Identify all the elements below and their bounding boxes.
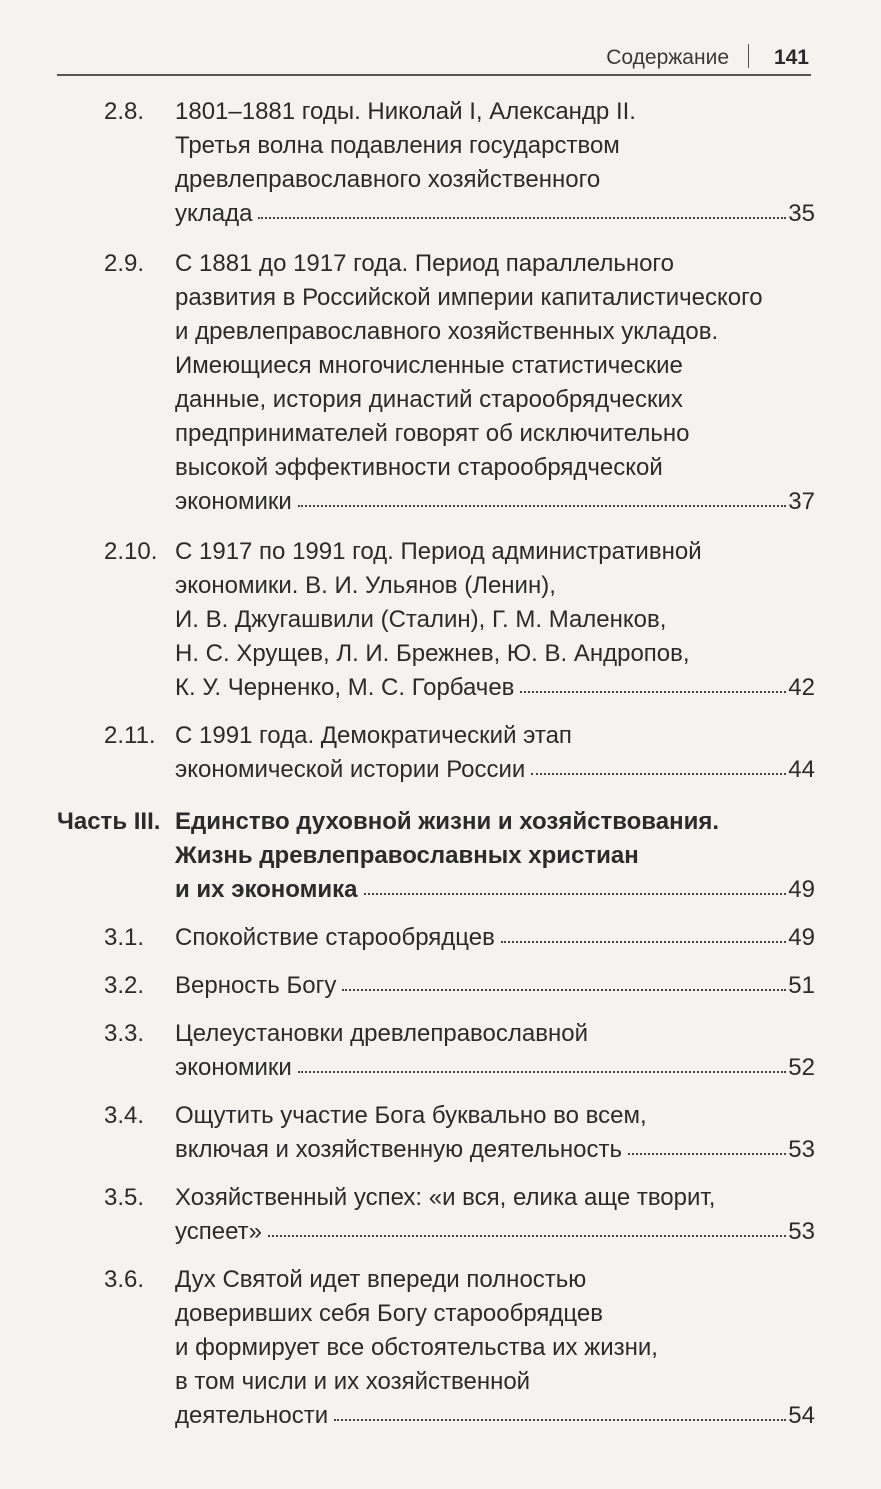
dot-leader bbox=[268, 1235, 786, 1237]
toc-title-last-line bbox=[175, 969, 815, 1003]
toc-page-number: 35 bbox=[788, 200, 815, 227]
dot-leader bbox=[298, 1071, 787, 1073]
toc-title-line: Третья волна подавления государством bbox=[175, 132, 620, 159]
toc-page-number: 49 bbox=[788, 876, 815, 903]
toc-entry-title bbox=[175, 95, 815, 231]
toc-entry bbox=[0, 1263, 881, 1433]
dot-leader bbox=[258, 217, 786, 219]
toc-entry bbox=[0, 921, 881, 955]
toc-title-line: Жизнь древлеправославных христиан bbox=[175, 842, 639, 869]
toc-entry-title bbox=[175, 719, 815, 787]
toc-page-number: 52 bbox=[788, 1054, 815, 1081]
toc-title-line: включая и хозяйственную деятельность bbox=[175, 1136, 623, 1163]
toc-page-number: 37 bbox=[788, 488, 815, 515]
toc-title-line: Спокойствие старообрядцев bbox=[175, 924, 495, 951]
toc-title-line: экономической истории России bbox=[175, 756, 526, 783]
toc-title-line: К. У. Черненко, М. С. Горбачев bbox=[175, 674, 515, 701]
toc-title-line: С 1991 года. Демократический этап bbox=[175, 722, 572, 749]
toc-title-line: доверивших себя Богу старообрядцев bbox=[175, 1300, 604, 1327]
dot-leader bbox=[501, 941, 786, 943]
dot-leader bbox=[342, 989, 786, 991]
toc-page-number: 44 bbox=[788, 756, 815, 783]
toc-title-line: Ощутить участие Бога буквально во всем, bbox=[175, 1102, 647, 1129]
toc-title-last-line bbox=[175, 921, 815, 955]
toc-title-line: данные, история династий старообрядческих bbox=[175, 386, 683, 413]
toc-entry bbox=[0, 1099, 881, 1167]
toc-title-line: и древлеправославного хозяйственных укладов. bbox=[175, 318, 719, 345]
dot-leader bbox=[364, 893, 787, 895]
toc-entry bbox=[0, 969, 881, 1003]
dot-leader bbox=[298, 505, 787, 507]
toc-title-line: экономики. В. И. Ульянов (Ленин), bbox=[175, 572, 556, 599]
toc-title-last-line bbox=[175, 1133, 815, 1167]
toc-title-line: Дух Святой идет впереди полностью bbox=[175, 1266, 587, 1293]
toc-title-last-line bbox=[175, 671, 815, 705]
toc-entry-title bbox=[175, 1263, 815, 1433]
toc-title-line: древлеправославного хозяйственного bbox=[175, 166, 601, 193]
toc-entry bbox=[0, 535, 881, 705]
table-of-contents bbox=[0, 95, 881, 1433]
toc-title-line: Верность Богу bbox=[175, 972, 337, 999]
toc-entry bbox=[0, 719, 881, 787]
toc-entry-number: 2.9. bbox=[104, 250, 145, 277]
toc-title-line: Единство духовной жизни и хозяйствования. bbox=[175, 808, 719, 835]
header-separator bbox=[748, 44, 749, 68]
toc-entry-title bbox=[175, 247, 815, 519]
toc-title-last-line bbox=[175, 485, 815, 519]
toc-entry-title bbox=[175, 535, 815, 705]
toc-entry bbox=[0, 247, 881, 519]
toc-entry-number: 3.5. bbox=[104, 1184, 145, 1211]
toc-entry-number: Часть III. bbox=[57, 808, 161, 835]
toc-title-line: успеет» bbox=[175, 1218, 262, 1245]
toc-page-number: 53 bbox=[788, 1218, 815, 1245]
toc-entry bbox=[0, 95, 881, 231]
toc-entry-title bbox=[175, 805, 815, 907]
toc-entry-title bbox=[175, 1017, 815, 1085]
toc-page-number: 42 bbox=[788, 674, 815, 701]
toc-title-last-line bbox=[175, 753, 815, 787]
dot-leader bbox=[531, 773, 786, 775]
toc-title-line: развития в Российской империи капиталистического bbox=[175, 284, 763, 311]
toc-title-last-line bbox=[175, 1215, 815, 1249]
toc-title-line: предпринимателей говорят об исключительно bbox=[175, 420, 690, 447]
toc-entry-number: 2.11. bbox=[104, 722, 156, 749]
toc-title-line: Хозяйственный успех: «и вся, елика аще творит, bbox=[175, 1184, 716, 1211]
toc-entry-title bbox=[175, 921, 815, 955]
toc-page-number: 49 bbox=[788, 924, 815, 951]
toc-title-line: Имеющиеся многочисленные статистические bbox=[175, 352, 683, 379]
toc-title-line: И. В. Джугашвили (Сталин), Г. М. Маленков, bbox=[175, 606, 667, 633]
toc-page-number: 53 bbox=[788, 1136, 815, 1163]
toc-entry-number: 3.4. bbox=[104, 1102, 145, 1129]
dot-leader bbox=[520, 691, 786, 693]
dot-leader bbox=[628, 1153, 786, 1155]
toc-entry-number: 3.1. bbox=[104, 924, 145, 951]
toc-title-last-line bbox=[175, 1051, 815, 1085]
toc-part-entry bbox=[0, 805, 881, 907]
toc-entry-number: 3.6. bbox=[104, 1266, 145, 1293]
page-number: 141 bbox=[773, 46, 809, 69]
toc-title-line: в том числи и их хозяйственной bbox=[175, 1368, 531, 1395]
toc-entry-title bbox=[175, 969, 815, 1003]
toc-title-line: экономики bbox=[175, 488, 292, 515]
toc-title-line: экономики bbox=[175, 1054, 292, 1081]
toc-title-last-line bbox=[175, 1399, 815, 1433]
toc-title-line: деятельности bbox=[175, 1402, 329, 1429]
toc-entry bbox=[0, 1181, 881, 1249]
toc-page-number: 51 bbox=[788, 972, 815, 999]
toc-page-number: 54 bbox=[788, 1402, 815, 1429]
toc-title-line: и формирует все обстоятельства их жизни, bbox=[175, 1334, 658, 1361]
header-title: Содержание bbox=[606, 46, 729, 69]
toc-title-last-line bbox=[175, 197, 815, 231]
dot-leader bbox=[334, 1419, 786, 1421]
toc-entry-number: 3.2. bbox=[104, 972, 145, 999]
toc-title-line: Н. С. Хрущев, Л. И. Брежнев, Ю. В. Андропов, bbox=[175, 640, 690, 667]
toc-title-line: Целеустановки древлеправославной bbox=[175, 1020, 588, 1047]
toc-title-line: С 1917 по 1991 год. Период административной bbox=[175, 538, 702, 565]
running-header bbox=[57, 42, 811, 76]
toc-title-line: и их экономика bbox=[175, 876, 358, 903]
toc-title-line: 1801–1881 годы. Николай I, Александр II. bbox=[175, 98, 636, 125]
toc-entry-title bbox=[175, 1099, 815, 1167]
toc-entry-number: 3.3. bbox=[104, 1020, 145, 1047]
toc-entry-title bbox=[175, 1181, 815, 1249]
toc-title-line: высокой эффективности старообрядческой bbox=[175, 454, 663, 481]
toc-entry-number: 2.10. bbox=[104, 538, 158, 565]
toc-entry bbox=[0, 1017, 881, 1085]
toc-title-last-line bbox=[175, 873, 815, 907]
toc-entry-number: 2.8. bbox=[104, 98, 145, 125]
toc-title-line: уклада bbox=[175, 200, 253, 227]
toc-title-line: С 1881 до 1917 года. Период параллельного bbox=[175, 250, 674, 277]
